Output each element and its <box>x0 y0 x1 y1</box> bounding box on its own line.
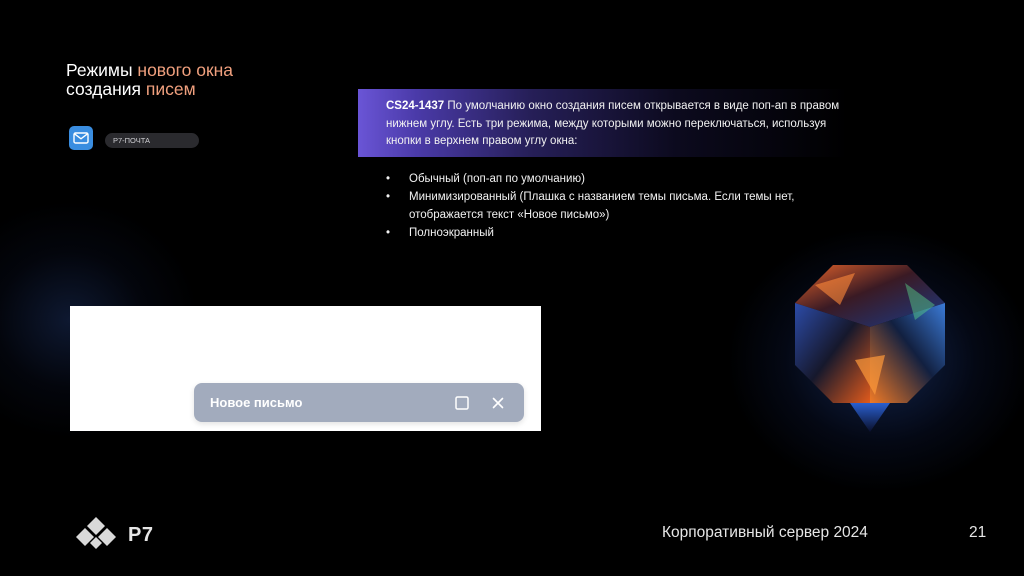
close-icon[interactable] <box>488 393 507 412</box>
logo-text: Р7 <box>128 523 154 546</box>
mode-item-normal: • Обычный (поп-ап по умолчанию) <box>386 170 826 188</box>
title-line1-accent: нового окна <box>137 60 234 80</box>
ticket-code: CS24-1437 <box>386 100 445 112</box>
title-line2-text: создания <box>66 79 146 99</box>
r7-logo-mark <box>72 517 120 553</box>
product-tag: Р7-ПОЧТА <box>105 133 199 148</box>
decorative-crystal-image <box>795 265 945 432</box>
title-line1-text: Режимы <box>66 60 138 80</box>
minimized-window-preview <box>70 306 541 431</box>
page-number: 21 <box>969 524 987 541</box>
minimized-compose-title[interactable]: Новое письмо <box>210 395 303 410</box>
slide-title-line-2 <box>66 80 233 99</box>
slide-title <box>66 61 233 99</box>
title-line2-accent: писем <box>145 79 196 99</box>
minimized-compose-bar[interactable] <box>194 383 524 422</box>
slide-title-line-1 <box>66 61 233 80</box>
expand-square-icon[interactable] <box>452 393 471 412</box>
description-text <box>386 98 846 151</box>
mail-icon <box>69 126 93 150</box>
description-body: По умолчанию окно создания писем открывается в виде поп-ап в правом нижнем углу. Есть три режима, между которыми можно переключаться, используя кнопки в верхнем правом углу окна: <box>386 100 840 147</box>
mode-item-fullscreen: • Полноэкранный <box>386 224 826 242</box>
footer-caption: Корпоративный сервер 2024 <box>662 524 868 541</box>
mode-item-minimized: • Минимизированный (Плашка с названием темы письма. Если темы нет, отображается текст «Новое письмо») <box>386 188 826 224</box>
r7-logo <box>72 517 162 553</box>
modes-list <box>386 170 826 242</box>
